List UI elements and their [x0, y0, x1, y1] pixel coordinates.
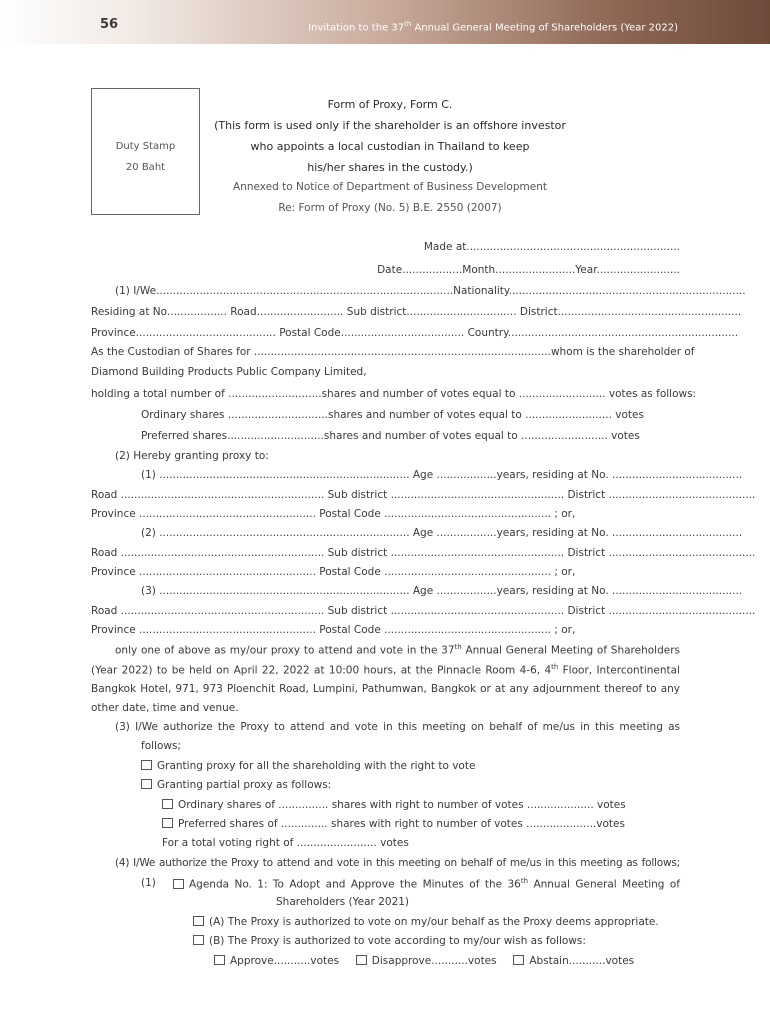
proxy-3-name-field[interactable]: (3) ........................................................................... Age ..................years, residing at No. .......................................	[141, 585, 743, 597]
made-at-field[interactable]: Made at................................................................	[423, 241, 680, 253]
province-postal-country-field[interactable]: Province.......................................... Postal Code..................................... Country.....................................................................	[91, 327, 739, 339]
partial-proxy-checkbox[interactable]	[141, 779, 152, 789]
partial-preferred-checkbox[interactable]	[162, 818, 173, 828]
agenda-1-number: (1)	[141, 877, 156, 889]
proxy-1-road-field[interactable]: Road ............................................................. Sub district .................................................... District ............................................	[91, 489, 756, 501]
proxy-2-road-field[interactable]: Road ............................................................. Sub district .................................................... District ............................................	[91, 547, 756, 559]
proxy-2-province-field[interactable]: Province ..................................................... Postal Code .................................................. ; or,	[91, 566, 576, 578]
duty-stamp-amount: 20 Baht	[125, 162, 166, 173]
header-title: Invitation to the 37th Annual General Meeting of Shareholders (Year 2022)	[308, 20, 678, 34]
partial-ordinary-option[interactable]: Ordinary shares of ............... shares with right to number of votes .................... votes	[162, 799, 626, 811]
section3-text-line1: (3) I/We authorize the Proxy to attend and vote in this meeting on behalf of me/us in this meeting as	[115, 721, 680, 733]
disapprove-option[interactable]: Disapprove...........votes	[356, 955, 497, 967]
meeting-text-line1: only one of above as my/our proxy to attend and vote in the 37th Annual General Meeting of Shareholders	[115, 643, 680, 657]
approve-option[interactable]: Approve...........votes	[214, 955, 339, 967]
partial-proxy-option[interactable]: Granting partial proxy as follows:	[141, 779, 331, 791]
date-field[interactable]: Date..................Month........................Year.........................	[377, 264, 680, 276]
section4-intro: (4) I/We authorize the Proxy to attend and vote in this meeting on behalf of me/us in this meeting as follows;	[115, 857, 680, 869]
page-number: 56	[100, 17, 119, 32]
agenda-1-option-b[interactable]: (B) The Proxy is authorized to vote according to my/our wish as follows:	[193, 935, 586, 947]
agenda-1-title-line2: Shareholders (Year 2021)	[276, 896, 410, 908]
proxy-1-province-field[interactable]: Province ..................................................... Postal Code .................................................. ; or,	[91, 508, 576, 520]
custodian-field[interactable]: As the Custodian of Shares for .........................................................................................whom is the shareholder of	[91, 346, 695, 358]
residing-address-field[interactable]: Residing at No.................. Road.......................... Sub district................................. District.......................................................	[91, 306, 742, 318]
granting-proxy-heading: (2) Hereby granting proxy to:	[115, 450, 269, 462]
meeting-text-line4: other date, time and venue.	[91, 702, 239, 714]
agenda-1-vote-options	[214, 955, 634, 967]
company-name: Diamond Building Products Public Company Limited,	[91, 366, 367, 378]
partial-ordinary-checkbox[interactable]	[162, 799, 173, 809]
agenda-1-option-a[interactable]: (A) The Proxy is authorized to vote on my/our behalf as the Proxy deems appropriate.	[193, 916, 659, 928]
partial-preferred-option[interactable]: Preferred shares of .............. shares with right to number of votes .....................votes	[162, 818, 625, 830]
proxy-1-name-field[interactable]: (1) ........................................................................... Age ..................years, residing at No. .......................................	[141, 469, 743, 481]
total-voting-right-field[interactable]: For a total voting right of ........................ votes	[162, 837, 409, 849]
form-title: Form of Proxy, Form C.	[327, 98, 453, 111]
form-subtitle-line3: his/her shares in the custody.)	[307, 161, 473, 174]
duty-stamp-label: Duty Stamp	[115, 141, 176, 152]
form-subtitle-line2: who appoints a local custodian in Thailand to keep	[250, 140, 530, 153]
disapprove-checkbox[interactable]	[356, 955, 367, 965]
section3-text-line2: follows;	[141, 740, 181, 752]
full-proxy-option[interactable]: Granting proxy for all the shareholding with the right to vote	[141, 760, 475, 772]
agenda-1-title[interactable]: Agenda No. 1: To Adopt and Approve the Minutes of the 36th Annual General Meeting of	[173, 877, 680, 891]
option-b-checkbox[interactable]	[193, 935, 204, 945]
preferred-shares-field[interactable]: Preferred shares.............................shares and number of votes equal to .......................... votes	[141, 430, 640, 442]
proxy-2-name-field[interactable]: (2) ........................................................................... Age ..................years, residing at No. .......................................	[141, 527, 743, 539]
meeting-text-line3: Bangkok Hotel, 971, 973 Ploenchit Road, Lumpini, Pathumwan, Bangkok or at any adjournment thereof to any	[91, 683, 680, 695]
proxy-3-province-field[interactable]: Province ..................................................... Postal Code .................................................. ; or,	[91, 624, 576, 636]
approve-checkbox[interactable]	[214, 955, 225, 965]
form-subtitle-line1: (This form is used only if the shareholder is an offshore investor	[214, 119, 566, 132]
annex-line2: Re: Form of Proxy (No. 5) B.E. 2550 (2007)	[278, 202, 502, 214]
annex-line1: Annexed to Notice of Department of Business Development	[232, 181, 547, 193]
duty-stamp-box	[91, 88, 200, 215]
ordinary-shares-field[interactable]: Ordinary shares ..............................shares and number of votes equal to .......................... votes	[141, 409, 644, 421]
abstain-checkbox[interactable]	[513, 955, 524, 965]
meeting-text-line2: (Year 2022) to be held on April 22, 2022 at 10:00 hours, at the Pinnacle Room 4-6, 4th Floor, Intercontinental	[91, 663, 680, 677]
name-nationality-field[interactable]: (1) I/We.........................................................................................Nationality.......................................................................	[115, 285, 746, 297]
agenda-1-checkbox[interactable]	[173, 879, 184, 889]
option-a-checkbox[interactable]	[193, 916, 204, 926]
holding-shares-field[interactable]: holding a total number of ............................shares and number of votes equal to .......................... votes as follows:	[91, 388, 697, 400]
abstain-option[interactable]: Abstain...........votes	[513, 955, 634, 967]
page-header	[0, 0, 770, 44]
full-proxy-checkbox[interactable]	[141, 760, 152, 770]
proxy-3-road-field[interactable]: Road ............................................................. Sub district .................................................... District ............................................	[91, 605, 756, 617]
